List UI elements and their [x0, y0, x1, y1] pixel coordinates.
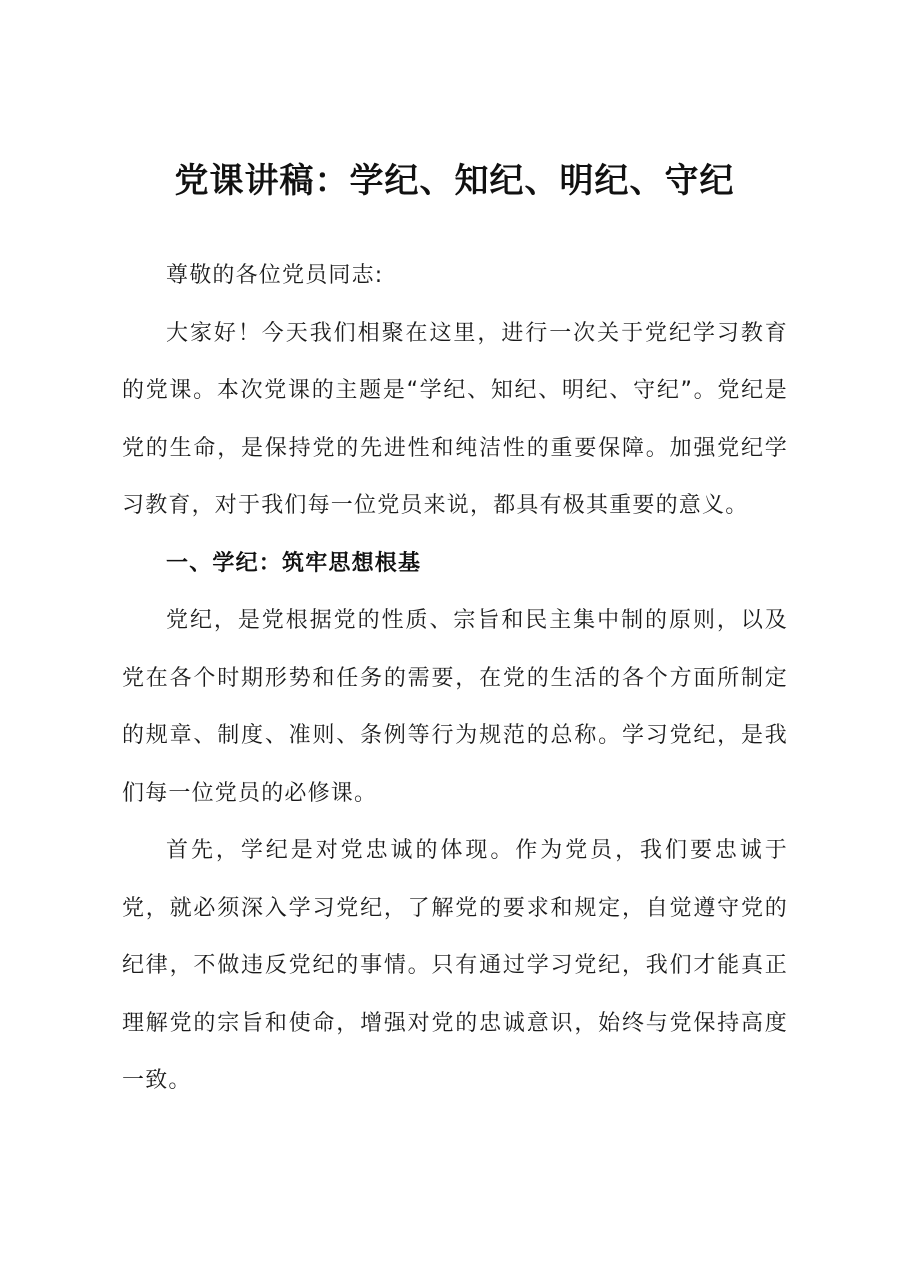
paragraph-intro: 大家好！今天我们相聚在这里，进行一次关于党纪学习教育的党课。本次党课的主题是“学纪、知纪、明纪、守纪”。党纪是党的生命，是保持党的先进性和纯洁性的重要保障。加强党纪学习教育，对于我们每一位党员来说，都具有极其重要的意义。 [122, 320, 788, 518]
document-body [122, 247, 788, 1110]
paragraph-definition: 党纪，是党根据党的性质、宗旨和民主集中制的原则，以及党在各个时期形势和任务的需要，在党的生活的各个方面所制定的规章、制度、准则、条例等行为规范的总称。学习党纪，是我们每一位党员的必修课。 [122, 608, 788, 806]
salutation: 尊敬的各位党员同志: [166, 263, 384, 288]
paragraph-loyalty: 首先，学纪是对党忠诚的体现。作为党员，我们要忠诚于党，就必须深入学习党纪，了解党的要求和规定，自觉遵守党的纪律，不做违反党纪的事情。只有通过学习党纪，我们才能真正理解党的宗旨和使命，增强对党的忠诚意识，始终与党保持高度一致。 [122, 838, 788, 1093]
document-title: 党课讲稿：学纪、知纪、明纪、守纪 [174, 161, 735, 201]
section-heading-1: 一、学纪：筑牢思想根基 [166, 550, 422, 576]
